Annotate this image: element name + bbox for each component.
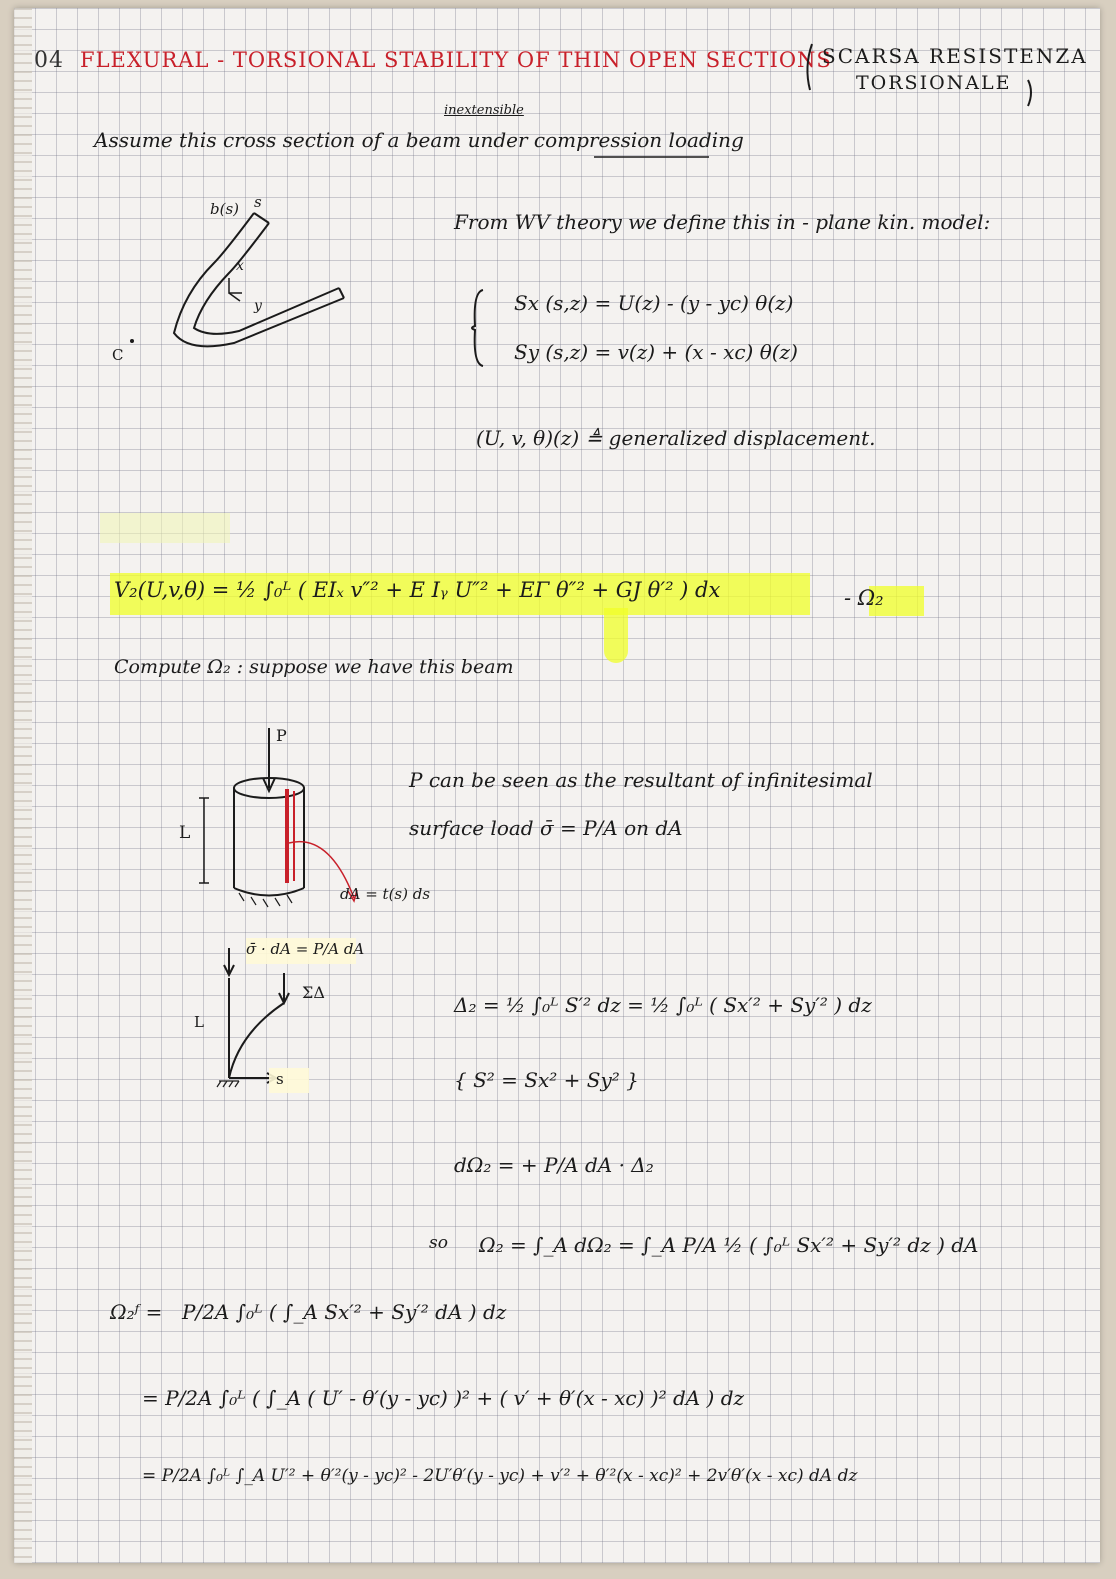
compression-underline [594,153,714,163]
load-p-label: P [276,726,287,745]
title-note-line2: TORSIONALE [856,72,1012,94]
dA-label: dA = t(s) ds [340,885,431,903]
section-number: 04 [34,48,64,73]
y-axis-label: y [254,298,262,314]
energy-minus-omega: - Ω₂ [844,586,884,610]
d-omega-equation: dΩ₂ = + P/A dA · Δ₂ [454,1153,654,1177]
page-title: FLEXURAL - TORSIONAL STABILITY OF THIN OPEN SECTIONS [80,48,832,72]
expansion-line3: = P/2A ∫₀ᴸ ∫_A U′² + θ′²(y - yc)² - 2U′θ′(y - yc) + v′² + θ′²(x - xc)² + 2v′θ′(x - xc) dA dz [142,1466,858,1486]
faint-highlight [100,513,230,543]
title-close-bracket [1026,78,1036,108]
omega-f-equation: P/2A ∫₀ᴸ ( ∫_A Sx′² + Sy′² dA ) dz [182,1300,507,1324]
resultant-line1: P can be seen as the resultant of infinitesimal [409,768,873,792]
resultant-line2: surface load σ̄ = P/A on dA [409,816,683,840]
kin-eq-sx: Sx (s,z) = U(z) - (y - yc) θ(z) [514,291,794,315]
omega-f-label: Ω₂ᶠ = [110,1300,163,1324]
surface-load-label: σ̄ · dA = P/A dA [246,940,365,958]
inextensible-note: inextensible [444,103,524,118]
generalized-displacement: (U, v, θ)(z) ≜ generalized displacement. [476,426,876,450]
sticky-note-s [269,1068,309,1093]
s-squared-equation: { S² = Sx² + Sy² } [454,1068,639,1092]
diagram2-length-label: L [194,1013,204,1031]
cross-section-sketch [114,193,364,373]
intro-text: Assume this cross section of a beam under compression loading [94,128,744,152]
title-bracket [804,42,814,92]
shear-center-label: C [112,346,124,364]
notebook-page [14,8,1100,1563]
compute-text: Compute Ω₂ : suppose we have this beam [114,656,514,678]
thickness-label: b(s) [210,200,240,218]
expansion-line2: = P/2A ∫₀ᴸ ( ∫_A ( U′ - θ′(y - yc) )² + ( v′ + θ′(x - xc) )² dA ) dz [142,1386,745,1410]
delta-label: ΣΔ [302,983,325,1002]
omega-equation: Ω₂ = ∫_A dΩ₂ = ∫_A P/A ½ ( ∫₀ᴸ Sx′² + Sy′² dz ) dA [479,1233,979,1257]
so-label: so [429,1233,448,1253]
kin-brace [469,288,489,368]
kin-model-text: From WV theory we define this in - plane kin. model: [454,210,991,234]
beam-length-label: L [179,823,191,843]
s-axis-label: s [276,1070,284,1088]
kin-eq-sy: Sy (s,z) = v(z) + (x - xc) θ(z) [514,340,798,364]
x-axis-label: x [236,258,244,274]
energy-highlight-drip [604,608,628,663]
energy-v2: V₂(U,v,θ) = ½ ∫₀ᴸ ( EIₓ v″² + E Iᵧ U″² + EΓ θ″² + GJ θ′² ) dx [114,578,721,602]
s-coordinate-label: s [254,193,262,211]
binding-edge [14,8,32,1563]
title-note-line1: SCARSA RESISTENZA [822,44,1088,68]
delta2-equation: Δ₂ = ½ ∫₀ᴸ S′² dz = ½ ∫₀ᴸ ( Sx′² + Sy′² ) dz [454,993,872,1017]
